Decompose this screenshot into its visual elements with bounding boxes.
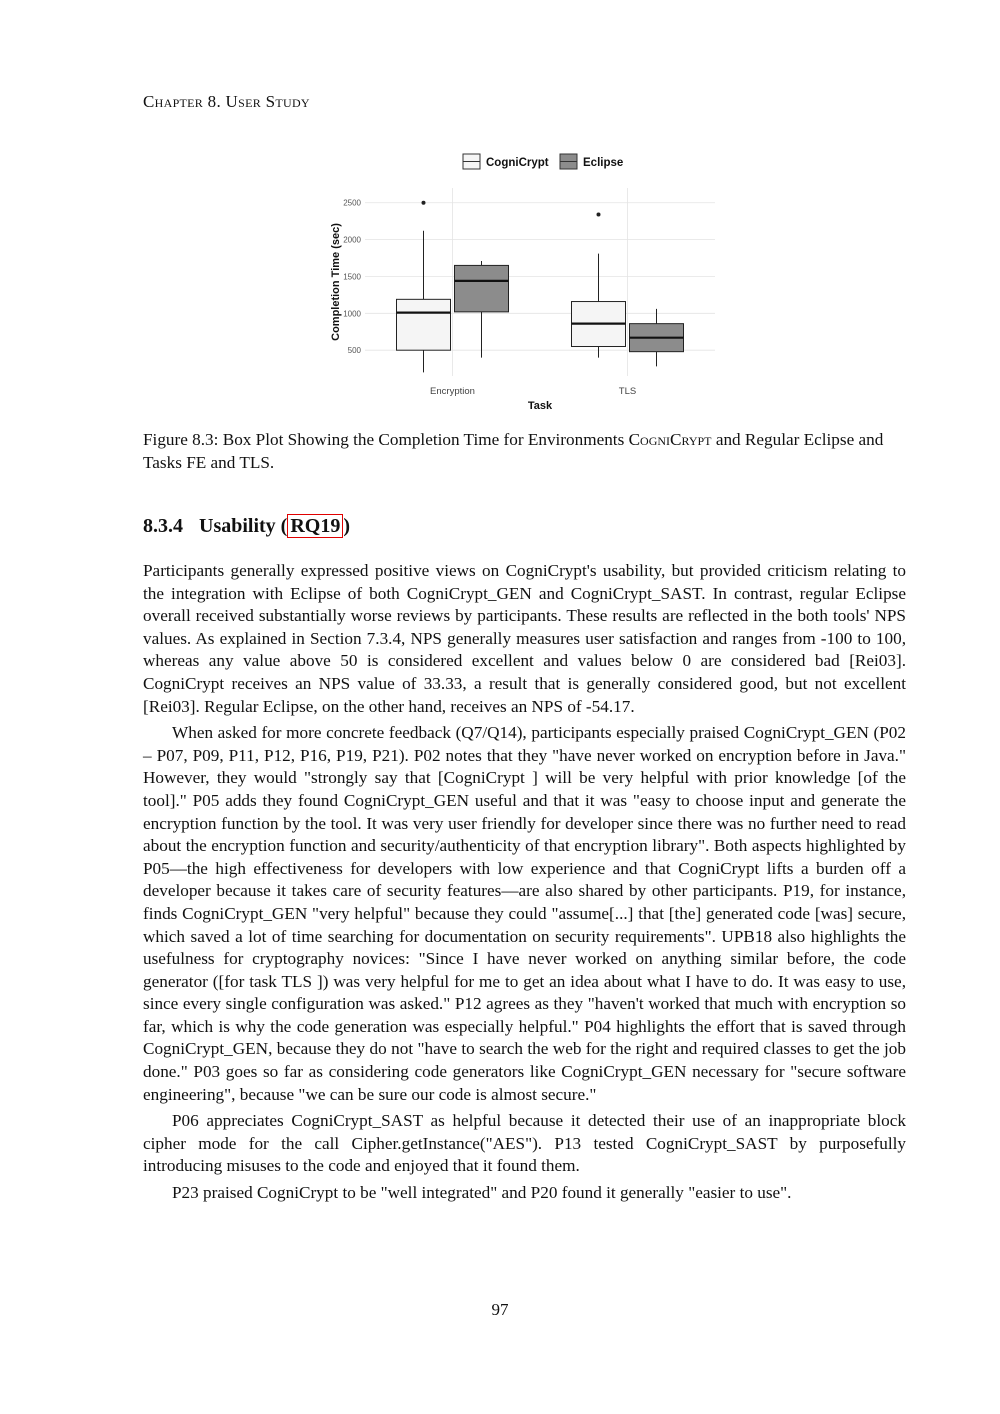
section-number: 8.3.4 bbox=[143, 515, 183, 537]
caption-text-a: Box Plot Showing the Completion Time for Environments bbox=[222, 430, 629, 449]
rq-link[interactable]: RQ19 bbox=[287, 514, 343, 538]
y-tick-label: 1000 bbox=[343, 309, 361, 319]
y-tick-label: 500 bbox=[347, 346, 361, 356]
x-tick-label: TLS bbox=[618, 386, 637, 397]
box-encryption-cognicrypt bbox=[397, 299, 451, 350]
page-number: 97 bbox=[491, 1300, 509, 1319]
caption-text-b: and Regular Eclipse and Tasks FE and TLS. bbox=[143, 430, 884, 472]
body-text bbox=[143, 560, 906, 1209]
paragraph-3: P06 appreciates CogniCrypt_SAST as helpful because it detected their use of an inappropriate block cipher mode for the call Cipher.getInstance("AES"). P13 tested CogniCrypt_SAST by purposefully introducing misuses to the code and enjoyed that it found them. bbox=[143, 1111, 906, 1176]
y-axis-label: Completion Time (sec) bbox=[330, 223, 342, 341]
outlier-point bbox=[597, 213, 601, 217]
figure-caption bbox=[143, 428, 906, 474]
y-tick-label: 2500 bbox=[343, 198, 361, 208]
paragraph-2: When asked for more concrete feedback (Q7/Q14), participants especially praised CogniCrypt_GEN (P02 – P07, P09, P11, P12, P16, P19, P21). P02 notes that they "have never worked on encryption before in Java." However, they would "strongly say that [CogniCrypt ] will be very helpful with prior knowledge [of the tool]." P05 adds they found CogniCrypt_GEN useful and that it was "easy to choose input and generate the encryption function by the tool. It was very user friendly for developer since there was no further need to read about the encryption function and security/authenticity of that encryption library". Both aspects highlighted by P05—the high effectiveness for developers with low experience and that CogniCrypt lifts a burden off a developer because it takes care of security features—are also shared by other participants. P19, for instance, finds CogniCrypt_GEN "very helpful" because they could "assume[...] that [the] generated code [was] secure, which saved a lot of time searching for documentation on security requirements". UPB18 also highlights the usefulness for cryptography novices: "Since I have never worked on anything similar before, the code generator ([for task TLS ]) was very helpful for me to get an idea about what I have to do. It was easy to use, since every single configuration was asked." P12 agrees as they "haven't worked that much with encryption so far, which is why the code generation was especially helpful." P04 highlights the effort that is saved through CogniCrypt_GEN, because they do not "have to search the web for the right and required classes to get the job done." P03 goes so far as considering code generators like CogniCrypt_GEN necessary for "secure software engineering", because "we can be sure our code is almost secure." bbox=[143, 723, 906, 1104]
legend-label: CogniCrypt bbox=[486, 157, 549, 169]
box-plot-svg bbox=[320, 148, 740, 418]
box-encryption-eclipse bbox=[455, 265, 509, 311]
x-tick-label: Encryption bbox=[430, 386, 475, 397]
section-heading bbox=[143, 515, 350, 538]
x-axis-label: Task bbox=[527, 400, 553, 412]
paragraph-1: Participants generally expressed positive views on CogniCrypt's usability, but provided criticism relating to the integration with Eclipse of both CogniCrypt_GEN and CogniCrypt_SAST. In contrast, regular Eclipse overall received substantially worse reviews by participants. These results are reflected in the both tools' NPS values. As explained in Section 7.3.4, NPS generally measures user satisfaction and ranges from -100 to 100, whereas any value above 50 is considered excellent and values below 0 are considered bad [Rei03]. CogniCrypt receives an NPS value of 33.33, a result that is generally considered good, but not excellent [Rei03]. Regular Eclipse, on the other hand, receives an NPS of -54.17. bbox=[143, 561, 906, 716]
y-tick-label: 2000 bbox=[343, 235, 361, 245]
legend-label: Eclipse bbox=[583, 157, 624, 169]
caption-label: Figure 8.3: bbox=[143, 430, 219, 449]
outlier-point bbox=[422, 201, 426, 205]
section-title-end: ) bbox=[343, 515, 351, 537]
section-title: Usability ( bbox=[199, 515, 288, 537]
caption-tool: CogniCrypt bbox=[628, 430, 712, 449]
running-head: Chapter 8. User Study bbox=[143, 92, 310, 111]
y-tick-label: 1500 bbox=[343, 272, 361, 282]
box-plot-figure bbox=[320, 148, 740, 418]
paragraph-4: P23 praised CogniCrypt to be "well integrated" and P20 found it generally "easier to use". bbox=[172, 1183, 792, 1203]
